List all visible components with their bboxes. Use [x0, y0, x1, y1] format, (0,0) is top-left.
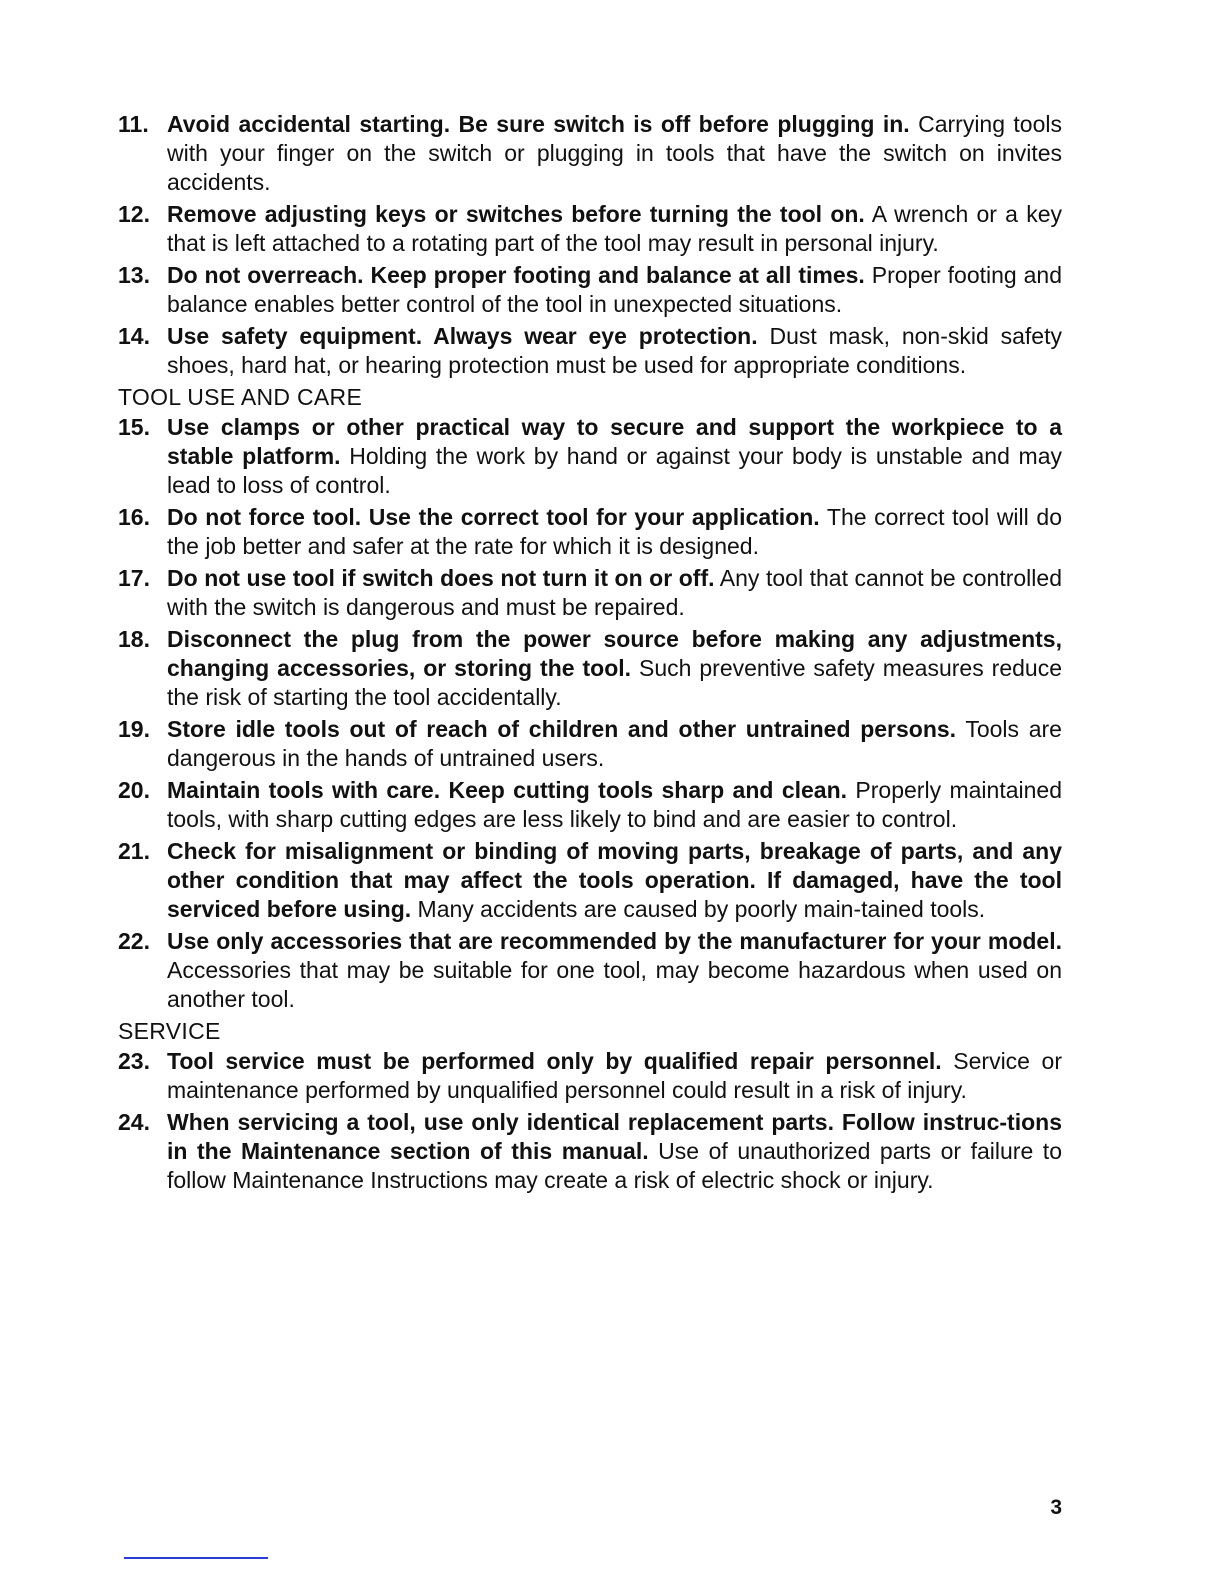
item-text: Carrying tools with your finger on the switch or plugging in tools that have the switch on invites accidents. [167, 111, 1063, 195]
item-bold-text: Use safety equipment. Always wear eye protection. [167, 323, 758, 349]
item-number: 21. [118, 838, 150, 864]
list-item [118, 1047, 1062, 1105]
footer-rule [124, 1557, 268, 1559]
list-item [118, 625, 1062, 712]
item-number: 14. [118, 323, 150, 349]
item-text: Properly maintained tools, with sharp cutting edges are less likely to bind and are easier to control. [167, 777, 1062, 832]
item-text: Many accidents are caused by poorly main-tained tools. [411, 896, 986, 922]
item-text: Use of unauthorized parts or failure to follow Maintenance Instructions may create a risk of electric shock or injury. [167, 1138, 1062, 1193]
item-bold-text: Do not use tool if switch does not turn it on or off. [167, 565, 715, 591]
item-text: Accessories that may be suitable for one tool, may become hazardous when used on another tool. [167, 957, 1062, 1012]
section [118, 1017, 1062, 1195]
item-number: 13. [118, 262, 150, 288]
item-text: The correct tool will do the job better and safer at the rate for which it is designed. [167, 504, 1062, 559]
item-bold-text: Disconnect the plug from the power source before making any adjustments, changing accessories, or storing the tool. [167, 626, 1062, 681]
item-text: Proper footing and balance enables better control of the tool in unexpected situations. [167, 262, 1062, 317]
item-bold-text: Store idle tools out of reach of children and other untrained persons. [167, 716, 957, 742]
section [118, 110, 1062, 380]
list-item [118, 837, 1062, 924]
list-item [118, 503, 1062, 561]
page-number: 3 [1050, 1496, 1062, 1519]
list-item [118, 927, 1062, 1014]
item-number: 20. [118, 777, 150, 803]
item-number: 15. [118, 414, 150, 440]
item-bold-text: Do not overreach. Keep proper footing and balance at all times. [167, 262, 865, 288]
item-bold-text: Check for misalignment or binding of moving parts, breakage of parts, and any other condition that may affect the tools operation. If damaged, have the tool serviced before using. [167, 838, 1062, 922]
item-bold-text: Avoid accidental starting. Be sure switch is off before plugging in. [167, 111, 910, 137]
section-heading: SERVICE [118, 1018, 221, 1044]
list-item [118, 776, 1062, 834]
section [118, 383, 1062, 1014]
item-number: 11. [118, 111, 149, 137]
item-text: Holding the work by hand or against your body is unstable and may lead to loss of control. [167, 443, 1062, 498]
list-item [118, 1108, 1062, 1195]
item-text: Dust mask, non-skid safety shoes, hard hat, or hearing protection must be used for appropriate conditions. [167, 323, 1062, 378]
item-text: A wrench or a key that is left attached to a rotating part of the tool may result in personal injury. [167, 201, 1062, 256]
item-bold-text: Tool service must be performed only by qualified repair personnel. [167, 1048, 942, 1074]
item-number: 18. [118, 626, 150, 652]
item-text: Any tool that cannot be controlled with the switch is dangerous and must be repaired. [167, 565, 1062, 620]
section-heading: TOOL USE AND CARE [118, 384, 363, 410]
item-bold-text: Remove adjusting keys or switches before turning the tool on. [167, 201, 865, 227]
item-number: 12. [118, 201, 150, 227]
list-item [118, 261, 1062, 319]
item-number: 19. [118, 716, 150, 742]
item-number: 23. [118, 1048, 150, 1074]
item-text: Service or maintenance performed by unqualified personnel could result in a risk of injury. [167, 1048, 1062, 1103]
list-item [118, 200, 1062, 258]
item-number: 16. [118, 504, 150, 530]
manual-page [118, 110, 1062, 1198]
item-number: 22. [118, 928, 150, 954]
item-bold-text: Do not force tool. Use the correct tool for your application. [167, 504, 820, 530]
list-item [118, 322, 1062, 380]
list-item [118, 413, 1062, 500]
item-text: Tools are dangerous in the hands of untrained users. [167, 716, 1062, 771]
item-number: 17. [118, 565, 150, 591]
list-item [118, 564, 1062, 622]
item-text: Such preventive safety measures reduce the risk of starting the tool accidentally. [167, 655, 1062, 710]
item-bold-text: Maintain tools with care. Keep cutting tools sharp and clean. [167, 777, 848, 803]
item-number: 24. [118, 1109, 150, 1135]
item-bold-text: Use clamps or other practical way to secure and support the workpiece to a stable platform. [167, 414, 1062, 469]
list-item [118, 715, 1062, 773]
item-bold-text: When servicing a tool, use only identical replacement parts. Follow instruc-tions in the Maintenance section of this manual. [167, 1109, 1062, 1164]
list-item [118, 110, 1062, 197]
item-bold-text: Use only accessories that are recommended by the manufacturer for your model. [167, 928, 1062, 954]
